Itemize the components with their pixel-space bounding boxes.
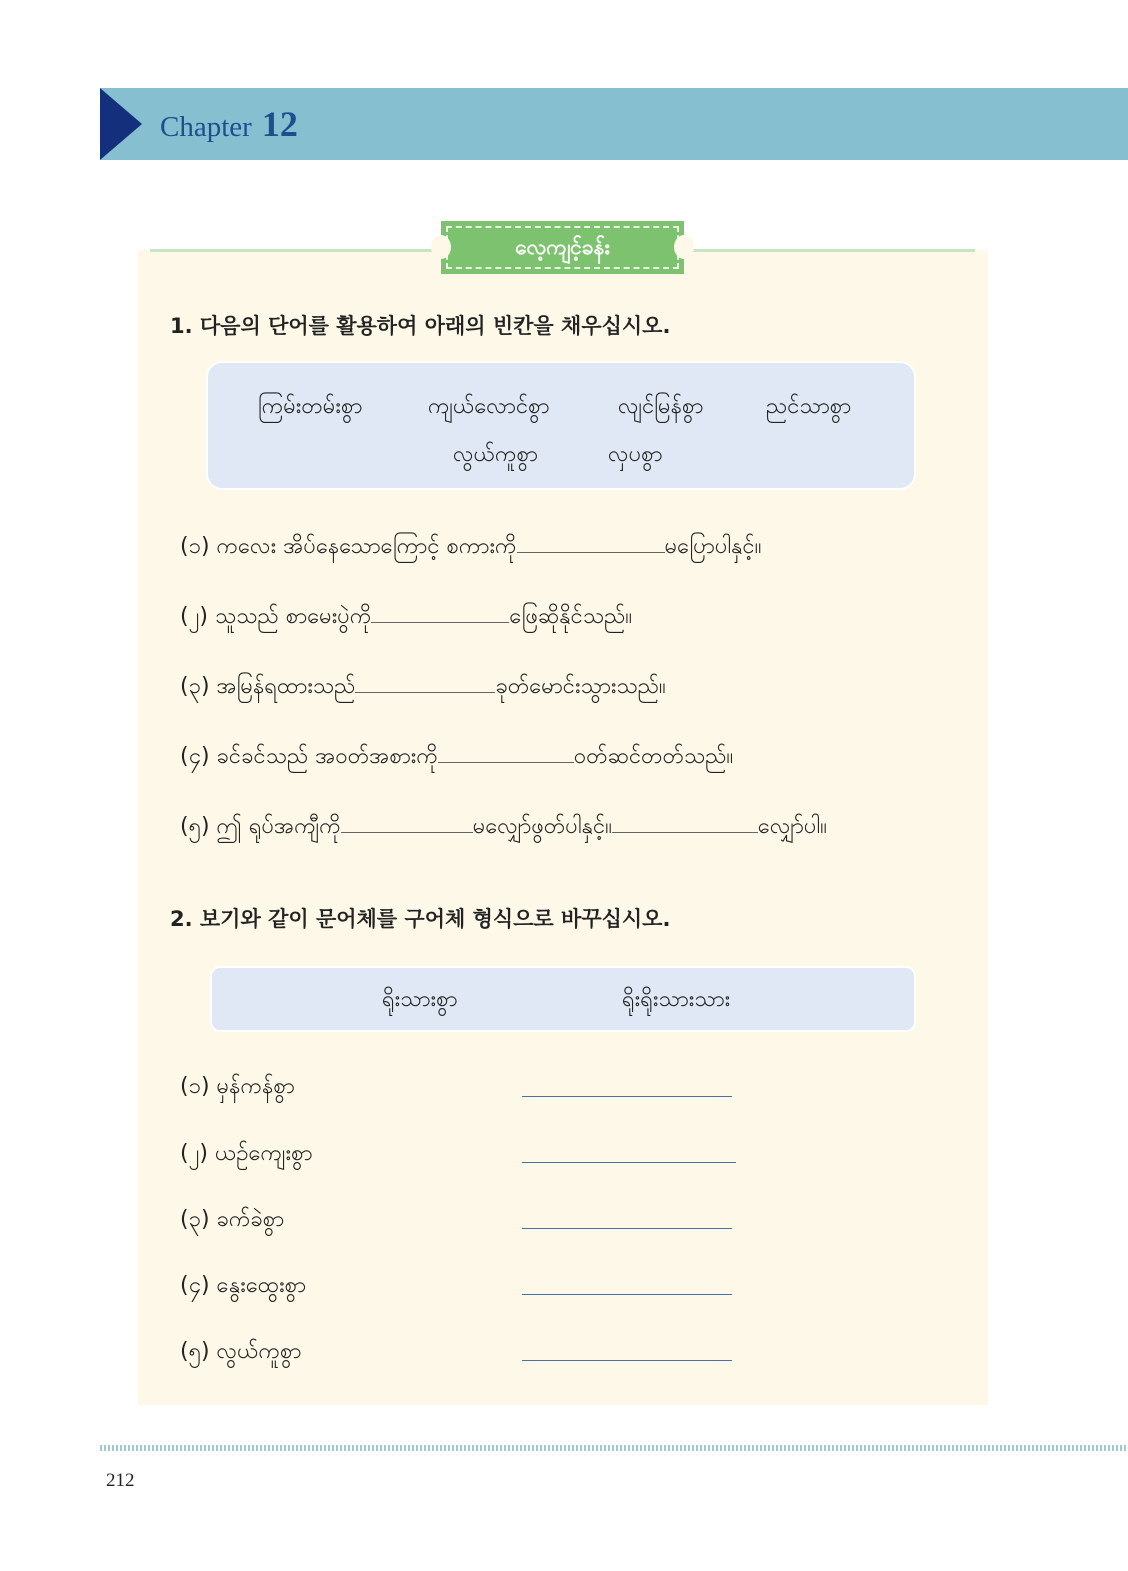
- item-text-before: (၃) အမြန်ရထားသည်: [180, 674, 356, 699]
- fill-blank[interactable]: [517, 530, 665, 553]
- example-spoken-form: ရိုးရိုးသားသား: [622, 987, 731, 1012]
- question-1-item: [180, 810, 827, 844]
- chapter-word: Chapter: [160, 111, 252, 143]
- item-text-before: (၂) သူသည် စာမေးပွဲကို: [180, 604, 372, 629]
- answer-line[interactable]: [522, 1096, 732, 1097]
- fill-blank[interactable]: [371, 600, 509, 623]
- item-text-before: (၄) ခင်ခင်သည် အဝတ်အစားကို: [180, 744, 438, 769]
- example-written-form: ရိုးသားစွာ: [382, 987, 458, 1012]
- chapter-title: [160, 100, 298, 148]
- fill-blank[interactable]: [355, 670, 495, 693]
- word-bank-item: ညင်သာစွာ: [766, 394, 852, 419]
- fill-blank[interactable]: [438, 740, 574, 763]
- question-1-item: [180, 530, 761, 564]
- item-text-middle: မလျှော်ဖွတ်ပါနှင့်။: [472, 814, 612, 839]
- answer-line[interactable]: [522, 1294, 732, 1295]
- item-text-after: လျှော်ပါ။: [757, 814, 827, 839]
- question-2-item: (၂) ယဉ်ကျေးစွာ: [180, 1141, 313, 1166]
- question-2-item: (၃) ခက်ခဲစွာ: [180, 1207, 285, 1232]
- section-label: လေ့ကျင့်ခန်း: [515, 235, 610, 259]
- item-text-before: (၁) ကလေး အိပ်နေသောကြောင့် စကားကို: [180, 534, 517, 559]
- question-2-item: (၅) လွယ်ကူစွာ: [180, 1339, 302, 1364]
- question-1-prompt: 1. 다음의 단어를 활용하여 아래의 빈칸을 채우십시오.: [170, 314, 671, 338]
- page-number: 212: [106, 1470, 135, 1491]
- word-bank-item: လွယ်ကူစွာ: [453, 442, 538, 467]
- question-1-item: [180, 600, 632, 634]
- word-bank-item: ကြမ်းတမ်းစွာ: [258, 394, 363, 419]
- question-1-item: [180, 740, 733, 774]
- question-2-prompt: 2. 보기와 같이 문어체를 구어체 형식으로 바꾸십시오.: [170, 907, 671, 931]
- footer-dotted-rule: [100, 1445, 1128, 1451]
- word-bank: [206, 361, 916, 490]
- item-text-after: ဝတ်ဆင်တတ်သည်။: [573, 744, 734, 769]
- item-text-after: မပြောပါနှင့်။: [664, 534, 762, 559]
- chapter-triangle-icon: [100, 88, 142, 160]
- answer-line[interactable]: [522, 1162, 736, 1163]
- section-ribbon: [441, 221, 684, 274]
- chapter-number: 12: [261, 104, 298, 144]
- word-bank-item: လျင်မြန်စွာ: [618, 394, 704, 419]
- item-text-before: (၅) ဤ ရုပ်အကျီကို: [180, 814, 341, 839]
- word-bank-item: လှပစွာ: [608, 442, 663, 467]
- fill-blank[interactable]: [612, 810, 758, 833]
- example-box: [210, 966, 916, 1032]
- item-text-after: ဖြေဆိုနိုင်သည်။: [509, 604, 633, 629]
- answer-line[interactable]: [522, 1228, 732, 1229]
- question-1-item: [180, 670, 666, 704]
- question-2-item: (၁) မှန်ကန်စွာ: [180, 1074, 295, 1099]
- question-2-item: (၄) နွေးထွေးစွာ: [180, 1273, 307, 1298]
- fill-blank[interactable]: [341, 810, 473, 833]
- item-text-after: ခုတ်မောင်းသွားသည်။: [495, 674, 666, 699]
- word-bank-item: ကျယ်လောင်စွာ: [428, 394, 550, 419]
- answer-line[interactable]: [522, 1360, 732, 1361]
